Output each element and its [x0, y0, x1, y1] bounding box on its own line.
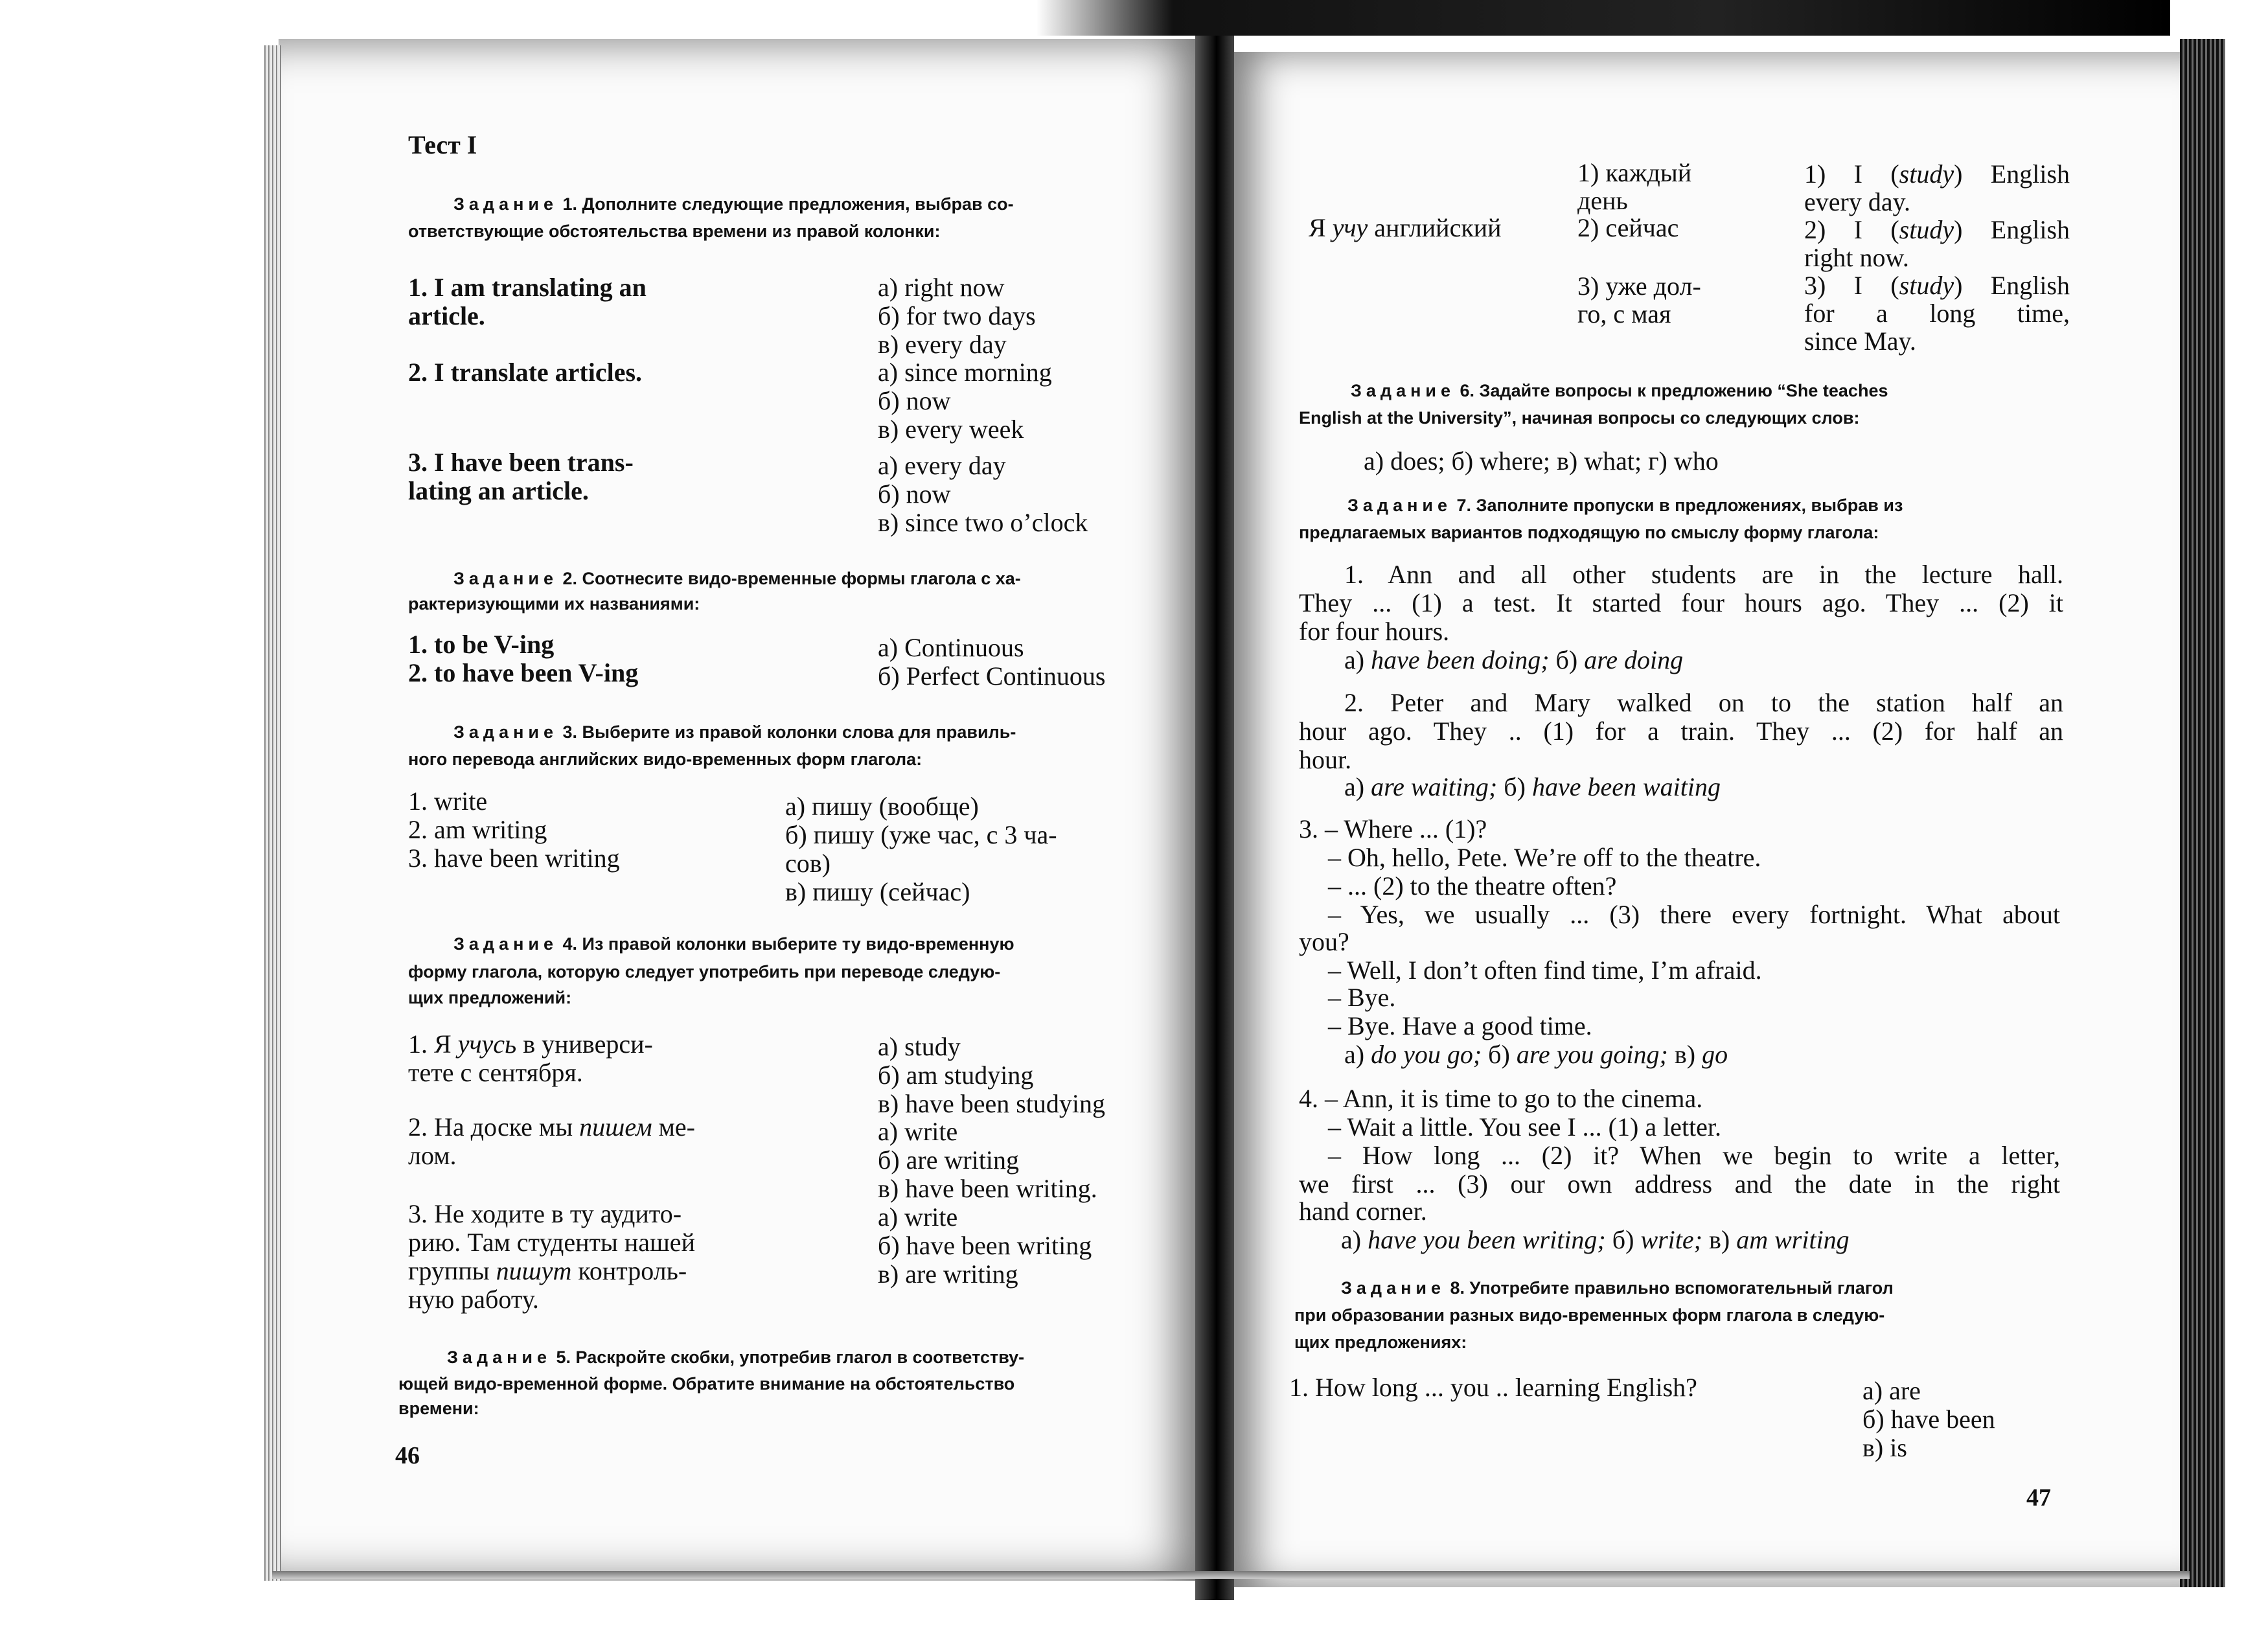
task3-right-c: в) пишу (сейчас)	[785, 877, 970, 906]
task1-item1-option-a: а) right now	[878, 273, 1005, 302]
task7-ex2-line3: hour.	[1299, 745, 1352, 774]
task7-ex1-line3: for four hours.	[1299, 617, 1450, 646]
test-title: Тест I	[408, 130, 477, 159]
task4-item3-option-b: б) have been writing	[878, 1231, 1092, 1260]
left-page-edge	[264, 45, 281, 1581]
task1-item3-option-c: в) since two o’clock	[878, 508, 1088, 537]
task4-item3-option-a: а) write	[878, 1202, 958, 1232]
task7-ex1-line2: They ... (1) a test. It started four hours ago. They ... (2) it	[1299, 588, 2063, 617]
task4-item1-line1: 1. Я учусь в универси-	[408, 1029, 653, 1059]
task1-item3-option-a: а) every day	[878, 451, 1006, 480]
task7-ex3-line2: – Oh, hello, Pete. We’re off to the theatre.	[1328, 843, 1761, 872]
table-right-2: 2) I (study) English	[1804, 215, 2070, 244]
task2-left-2: 2. to have been V-ing	[408, 658, 639, 687]
task4-item3-option-c: в) are writing	[878, 1259, 1018, 1289]
task2-heading-cont: рактеризующими их названиями:	[408, 594, 700, 614]
task4-item2-line1: 2. На доске мы пишем ме-	[408, 1112, 695, 1141]
task1-item2-option-a: а) since morning	[878, 358, 1052, 387]
task5-heading-cont2: времени:	[398, 1399, 479, 1418]
table-mid-1-cont: день	[1577, 186, 1628, 215]
task6-answers: а) does; б) where; в) what; г) who	[1364, 446, 1719, 476]
task1-item1-option-b: б) for two days	[878, 301, 1036, 330]
task7-ex3-options: а) do you go; б) are you going; в) go	[1344, 1040, 1728, 1069]
task8-heading-cont2: щих предложениях:	[1294, 1333, 1467, 1352]
task1-item1-line1: 1. I am translating an	[408, 273, 647, 302]
right-page-edge	[2180, 39, 2225, 1587]
task7-ex3-line3: – ... (2) to the theatre often?	[1328, 871, 1617, 901]
task7-ex1-line1: 1. Ann and all other students are in the lecture hall.	[1344, 560, 2063, 589]
task8-option-b: б) have been	[1862, 1405, 1995, 1434]
task2-right-a: а) Continuous	[878, 633, 1024, 662]
task8-option-a: а) are	[1862, 1376, 1921, 1405]
task1-item1-line2: article.	[408, 301, 485, 330]
task4-item1-option-a: а) study	[878, 1032, 961, 1061]
table-right-1-cont: every day.	[1804, 187, 1910, 216]
task7-ex2-line1: 2. Peter and Mary walked on to the station half an	[1344, 688, 2063, 717]
task6-heading-cont: English at the University”, начиная вопросы со следующих слов:	[1299, 408, 1860, 428]
task4-item1-line2: тете с сентября.	[408, 1058, 583, 1087]
task4-item2-option-a: а) write	[878, 1117, 958, 1146]
task7-ex3-line5: you?	[1299, 927, 1349, 956]
task8-question: 1. How long ... you .. learning English?	[1289, 1373, 1697, 1402]
task8-heading-cont1: при образовании разных видо-временных форм глагола в следую-	[1294, 1305, 1885, 1325]
task5-heading-cont1: ющей видо-временной форме. Обратите внимание на обстоятельство	[398, 1374, 1015, 1394]
task7-ex4-line3: – How long ... (2) it? When we begin to write a letter,	[1328, 1141, 2060, 1170]
page-number-right: 47	[2026, 1484, 2051, 1511]
task3-heading: Задание 3. Выберите из правой колонки слова для правиль-	[453, 722, 1016, 742]
task7-ex3-line1: 3. – Where ... (1)?	[1299, 814, 1487, 843]
task4-item3-line4: ную работу.	[408, 1285, 539, 1314]
table-right-3: 3) I (study) English	[1804, 271, 2070, 300]
task3-right-a: а) пишу (вообще)	[785, 792, 979, 821]
task3-heading-cont: ного перевода английских видо-временных форм глагола:	[408, 750, 922, 769]
task4-heading: Задание 4. Из правой колонки выберите ту видо-временную	[453, 934, 1014, 954]
scan-shadow	[1037, 0, 2170, 36]
task1-item1-option-c: в) every day	[878, 330, 1007, 359]
task1-heading: Задание 1. Дополните следующие предложения, выбрав со-	[453, 194, 1014, 214]
page-number-left: 46	[395, 1442, 420, 1469]
task4-item1-option-c: в) have been studying	[878, 1089, 1106, 1118]
task4-item3-line3: группы пишут контроль-	[408, 1256, 687, 1285]
task4-heading-cont1: форму глагола, которую следует употребить при переводе следую-	[408, 962, 1001, 981]
task7-ex3-line8: – Bye. Have a good time.	[1328, 1011, 1592, 1040]
task1-item3-line2: lating an article.	[408, 476, 589, 505]
task7-heading-cont: предлагаемых вариантов подходящую по смыслу форму глагола:	[1299, 523, 1879, 542]
task7-heading: Задание 7. Заполните пропуски в предложениях, выбрав из	[1347, 496, 1903, 515]
table-right-1: 1) I (study) English	[1804, 159, 2070, 189]
bottom-page-edge	[272, 1571, 2190, 1579]
task3-left-1: 1. write	[408, 786, 488, 816]
task8-option-c: в) is	[1862, 1433, 1907, 1462]
task4-item3-line1: 3. Не ходите в ту аудито-	[408, 1199, 682, 1228]
task2-heading: Задание 2. Соотнесите видо-временные формы глагола с ха-	[453, 569, 1021, 588]
task7-ex4-line1: 4. – Ann, it is time to go to the cinema.	[1299, 1084, 1703, 1113]
table-mid-1: 1) каждый	[1577, 158, 1692, 187]
task5-heading: Задание 5. Раскройте скобки, употребив глагол в соответству-	[447, 1348, 1025, 1367]
task4-item2-option-b: б) are writing	[878, 1145, 1020, 1175]
task2-left-1: 1. to be V-ing	[408, 630, 555, 659]
task3-right-b-cont: сов)	[785, 849, 830, 878]
task1-item3-line1: 3. I have been trans-	[408, 448, 634, 477]
task7-ex3-line4: – Yes, we usually ... (3) there every fortnight. What about	[1328, 900, 2060, 929]
table-mid-3: 3) уже дол-	[1577, 271, 1701, 301]
task7-ex4-line5: hand corner.	[1299, 1197, 1427, 1226]
task7-ex4-line4: we first ... (3) our own address and the date in the right	[1299, 1169, 2060, 1199]
table-left-phrase: Я учу английский	[1309, 213, 1502, 242]
table-mid-2: 2) сейчас	[1577, 213, 1679, 242]
task7-ex2-options: а) are waiting; б) have been waiting	[1344, 772, 1721, 801]
task3-left-3: 3. have been writing	[408, 843, 620, 873]
task1-heading-cont: ответствующие обстоятельства времени из правой колонки:	[408, 222, 941, 241]
task7-ex1-options: а) have been doing; б) are doing	[1344, 645, 1684, 674]
task1-item2-option-c: в) every week	[878, 415, 1024, 444]
task4-item3-line2: рию. Там студенты нашей	[408, 1228, 695, 1257]
task7-ex3-line7: – Bye.	[1328, 983, 1396, 1012]
book-spine	[1195, 13, 1234, 1600]
task4-heading-cont2: щих предложений:	[408, 988, 572, 1007]
task3-left-2: 2. am writing	[408, 815, 547, 844]
task4-item2-line2: лом.	[408, 1141, 457, 1170]
task3-right-b: б) пишу (уже час, с 3 ча-	[785, 820, 1057, 849]
table-right-3-cont: for a long time,	[1804, 299, 2070, 328]
task4-item1-option-b: б) am studying	[878, 1061, 1034, 1090]
task6-heading: Задание 6. Задайте вопросы к предложению “She teaches	[1351, 381, 1888, 400]
table-mid-3-cont: го, с мая	[1577, 299, 1671, 328]
table-right-2-cont: right now.	[1804, 243, 1909, 272]
task2-right-b: б) Perfect Continuous	[878, 661, 1106, 691]
task4-item2-option-c: в) have been writing.	[878, 1174, 1097, 1203]
task1-item2-line1: 2. I translate articles.	[408, 358, 643, 387]
task8-heading: Задание 8. Употребите правильно вспомогательный глагол	[1341, 1278, 1894, 1298]
task1-item2-option-b: б) now	[878, 386, 951, 415]
task1-item3-option-b: б) now	[878, 479, 951, 509]
task7-ex4-line2: – Wait a little. You see I ... (1) a letter.	[1328, 1112, 1722, 1141]
task7-ex2-line2: hour ago. They .. (1) for a train. They ... (2) for half an	[1299, 717, 2063, 746]
table-right-3-cont2: since May.	[1804, 327, 1916, 356]
task7-ex3-line6: – Well, I don’t often find time, I’m afraid.	[1328, 956, 1762, 985]
task7-ex4-options: а) have you been writing; б) write; в) am writing	[1341, 1225, 1850, 1254]
